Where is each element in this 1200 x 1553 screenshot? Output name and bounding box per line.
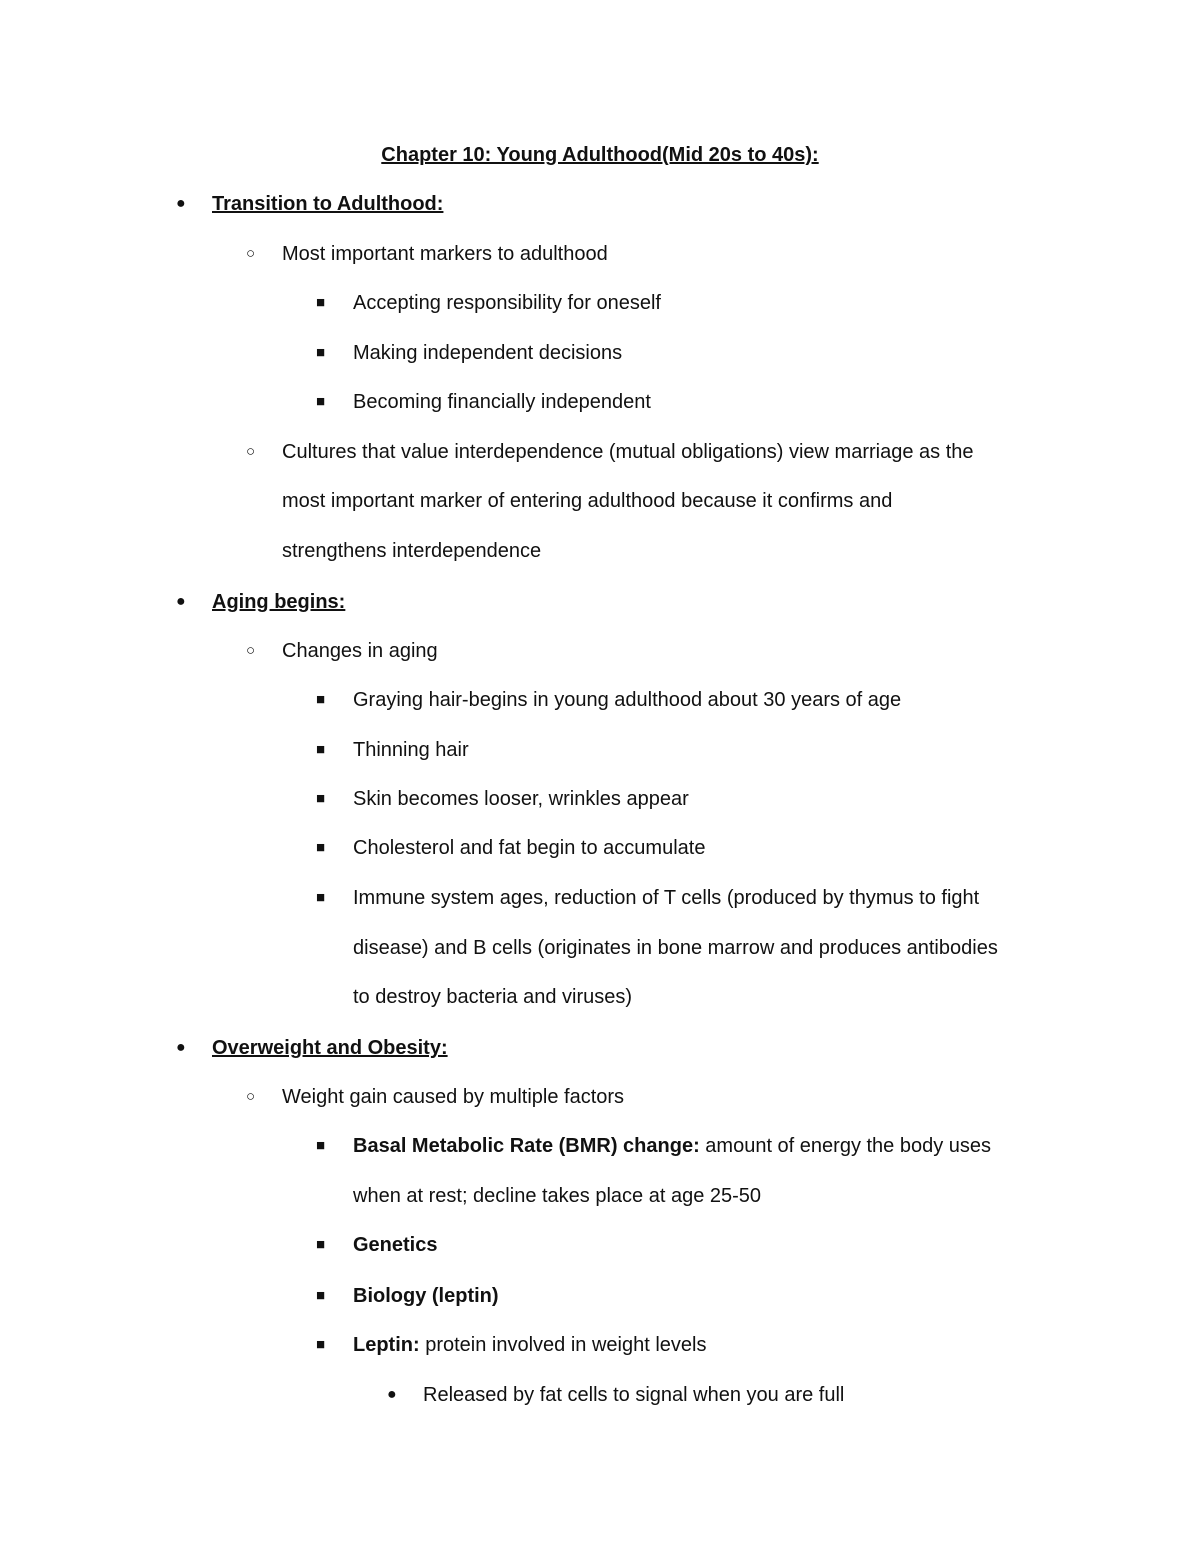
list-item-line: most important marker of entering adulthood because it confirms and — [282, 490, 893, 512]
bullet-dot-icon: ● — [176, 195, 186, 212]
bullet-square-icon: ■ — [316, 1287, 326, 1304]
list-item-line: disease) and B cells (originates in bone marrow and produces antibodies — [353, 937, 998, 959]
bullet-square-icon: ■ — [316, 790, 326, 807]
list-item: Graying hair-begins in young adulthood about 30 years of age — [353, 689, 902, 711]
term-leptin: Leptin: — [353, 1334, 420, 1356]
list-item — [353, 1331, 706, 1359]
list-item-line: Cultures that value interdependence (mutual obligations) view marriage as the — [282, 441, 974, 463]
bullet-square-icon: ■ — [316, 839, 326, 856]
bullet-square-icon: ■ — [316, 1336, 326, 1353]
bullet-square-icon: ■ — [316, 294, 326, 311]
bullet-square-icon: ■ — [316, 741, 326, 758]
bullet-square-icon: ■ — [316, 889, 326, 906]
list-item-line: to destroy bacteria and viruses) — [353, 986, 633, 1008]
list-item: Becoming financially independent — [353, 391, 651, 413]
bullet-circle-icon: ○ — [246, 1088, 256, 1105]
definition-bmr: amount of energy the body uses — [699, 1135, 992, 1157]
term-bmr: Basal Metabolic Rate (BMR) change: — [353, 1135, 700, 1157]
list-item: Most important markers to adulthood — [282, 243, 608, 265]
definition-leptin: protein involved in weight levels — [419, 1334, 707, 1356]
bullet-circle-icon: ○ — [246, 443, 256, 460]
list-item — [353, 1132, 991, 1160]
list-item: Released by fat cells to signal when you are full — [423, 1384, 845, 1406]
list-item: Biology (leptin) — [353, 1285, 499, 1307]
bullet-dot-icon: ● — [387, 1386, 397, 1403]
list-item: Accepting responsibility for oneself — [353, 292, 661, 314]
bullet-circle-icon: ○ — [246, 642, 256, 659]
list-item: Weight gain caused by multiple factors — [282, 1086, 625, 1108]
bullet-dot-icon: ● — [176, 1039, 186, 1056]
list-item-line: strengthens interdependence — [282, 540, 542, 562]
section-heading-obesity: Overweight and Obesity: — [212, 1037, 448, 1059]
bullet-square-icon: ■ — [316, 1137, 326, 1154]
list-item: Cholesterol and fat begin to accumulate — [353, 837, 706, 859]
bullet-square-icon: ■ — [316, 1236, 326, 1253]
list-item: Making independent decisions — [353, 342, 623, 364]
page-title: Chapter 10: Young Adulthood(Mid 20s to 40s): — [381, 144, 819, 166]
bullet-square-icon: ■ — [316, 691, 326, 708]
list-item: Genetics — [353, 1234, 438, 1256]
bullet-circle-icon: ○ — [246, 245, 256, 262]
list-item: Changes in aging — [282, 640, 438, 662]
list-item-line: Immune system ages, reduction of T cells (produced by thymus to fight — [353, 887, 980, 909]
list-item-line: when at rest; decline takes place at age 25-50 — [353, 1185, 762, 1207]
bullet-dot-icon: ● — [176, 593, 186, 610]
section-heading-aging: Aging begins: — [212, 591, 346, 613]
list-item: Thinning hair — [353, 739, 469, 761]
bullet-square-icon: ■ — [316, 393, 326, 410]
bullet-square-icon: ■ — [316, 344, 326, 361]
section-heading-transition: Transition to Adulthood: — [212, 193, 444, 215]
list-item: Skin becomes looser, wrinkles appear — [353, 788, 689, 810]
